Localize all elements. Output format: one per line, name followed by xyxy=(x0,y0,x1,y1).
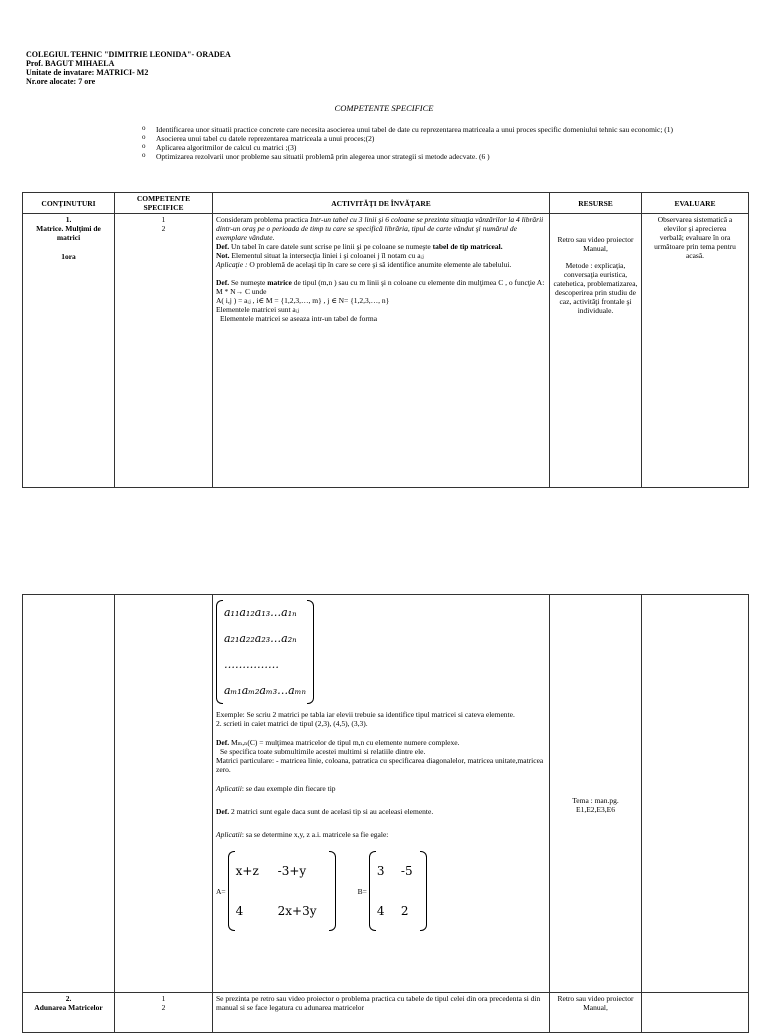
plan-table-page2 xyxy=(22,594,749,1033)
competence-number: 1 xyxy=(161,994,166,1003)
resources-text: Retro sau video proiector Manual, xyxy=(557,235,634,253)
competence-number: 2 xyxy=(161,224,166,233)
activity-examples: Exemple: Se scriu 2 matrici pe tabla iar elevii trebuie sa identifice tipul matricei si cateva elemente. xyxy=(216,710,515,719)
resources-cell: Retro sau video proiector Manual, xyxy=(550,993,642,1033)
teacher-name: Prof. BAGUT MIHAELA xyxy=(26,59,115,68)
evaluation-cell-empty xyxy=(642,595,749,993)
plan-table-page1 xyxy=(22,192,749,488)
content-cell xyxy=(23,214,115,488)
matrix-a: x+z -3+y 4 2x+3y xyxy=(228,851,336,931)
activities-cell: Se prezinta pe retro sau video proiector o problema practica cu tabele de tipul celei din ora precedenta si din manual si se face legatura cu adunarea matricelor xyxy=(213,993,550,1033)
section-title: COMPETENTE SPECIFICE xyxy=(334,103,434,113)
matrix-row: aₘ₁aₘ₂aₘ₃…aₘₙ xyxy=(224,684,306,697)
competences-cell-empty xyxy=(115,595,213,993)
content-number: 2. xyxy=(65,994,72,1003)
equal-matrices xyxy=(216,851,546,931)
competence-item: o Identificarea unor situatii practice concrete care necesita asocierea unui tabel de date cu reprezentarea matriceala a unui proces specific domeniului tehnic sau economic; (1) xyxy=(142,125,748,134)
activity-problem: Consideram problema practica Intr-un tabel cu 3 linii şi 6 coloane se prezinta situaţia vânzărilor la 4 librării dintr-un oraş pe o perioada de timp tu care se specifică librăria, tipul de carte vândut şi numărul de exemplare vândute. xyxy=(216,215,544,242)
evaluation-cell xyxy=(642,214,749,488)
activity-application: Aplicaţie : O problemă de acelaşi tip în care se cere şi să identifice anumite elemente ale tabelului. xyxy=(216,260,512,269)
competences-list xyxy=(142,125,748,161)
activity-particular-matrices: Matrici particulare: - matricea linie, coloana, patratica cu specificarea diagonalelor, matricea unitate,matricea zero. xyxy=(216,756,544,774)
learning-unit: Unitate de invatare: MATRICI- M2 xyxy=(26,68,149,77)
homework-text: Tema : man.pg. E1,E2,E3,E6 xyxy=(572,796,619,814)
competence-number: 1 xyxy=(161,215,166,224)
activity-table-form: Elementele matricei se aseaza intr-un tabel de forma xyxy=(220,314,378,323)
activity-function: A( i,j ) = aᵢⱼ , i∈ M = {1,2,3,…, m} , j ∈ N= {1,2,3,…, n} xyxy=(216,296,390,305)
activity-equal-application: Aplicatii: sa se determine x,y, z a.i. matricele sa fie egale: xyxy=(216,830,389,839)
evaluation-cell-empty xyxy=(642,993,749,1033)
activity-elements: Elementele matricei sunt aᵢⱼ xyxy=(216,305,299,314)
methods-text: Metode : explicaţia, conversaţia euristica, catehetica, problematizarea, descoperirea prin studiu de caz, activităţi frontale şi individuale. xyxy=(553,261,638,315)
school-name: COLEGIUL TEHNIC "DIMITRIE LEONIDA"- ORADEA xyxy=(26,50,231,59)
content-duration: 1ora xyxy=(61,252,76,261)
competence-number: 2 xyxy=(161,1003,166,1012)
resources-cell xyxy=(550,214,642,488)
competence-item: o Aplicarea algoritmilor de calcul cu matrici ;(3) xyxy=(142,143,748,152)
matrix-row: a₂₁a₂₂a₂₃…a₂ₙ xyxy=(224,632,297,645)
content-title: Adunarea Matricelor xyxy=(34,1003,103,1012)
activity-write-matrices: 2. scrieti in caiet matrici de tipul (2,3), (4,5), (3,3). xyxy=(216,719,368,728)
activities-cell xyxy=(213,214,550,488)
activity-apply-types: Aplicatii: se dau exemple din fiecare tip xyxy=(216,784,336,793)
content-cell-empty xyxy=(23,595,115,993)
activity-subsets: Se specifica toate submultimile acestei multimi si relatiile dintre ele. xyxy=(220,747,426,756)
header-resources: RESURSE xyxy=(550,193,642,214)
header-evaluation: EVALUARE xyxy=(642,193,749,214)
activities-cell xyxy=(213,595,550,993)
activity-matrix-definition: Def. Se numeşte matrice de tipul (m,n ) sau cu m linii şi n coloane cu elemente din mulţimea C , o funcţie A: M * N→ C unde xyxy=(216,278,545,296)
competences-cell xyxy=(115,993,213,1033)
competences-cell xyxy=(115,214,213,488)
content-number: 1. xyxy=(65,215,72,224)
activity-definition: Def. Un tabel în care datele sunt scrise pe linii şi pe coloane se numeşte tabel de tip matriceal. xyxy=(216,242,503,251)
matrix-row: a₁₁a₁₂a₁₃…a₁ₙ xyxy=(224,606,297,619)
content-cell xyxy=(23,993,115,1033)
matrix-a-label: A= xyxy=(216,886,226,896)
header-competences: COMPETENTE SPECIFICE xyxy=(115,193,213,214)
matrix-b: 3 -5 4 2 xyxy=(369,851,427,931)
resources-cell xyxy=(550,595,642,993)
evaluation-text: Observarea sistematică a elevilor şi aprecierea verbală; evaluare în ora următoare prin tema pentru acasă. xyxy=(654,215,736,260)
allocated-hours: Nr.ore alocate: 7 ore xyxy=(26,77,96,86)
activity-equal-definition: Def. 2 matrici sunt egale daca sunt de acelasi tip si au aceleasi elemente. xyxy=(216,807,434,816)
activity-set-definition: Def. Mₘ,ₙ(C) = mulţimea matricelor de tipul m,n cu elemente numere complexe. xyxy=(216,738,460,747)
matrix-b-label: B= xyxy=(357,886,367,896)
activity-notation: Not. Elementul situat la intersecţia liniei i şi coloanei j îl notam cu aᵢⱼ xyxy=(216,251,424,260)
competence-item: o Asocierea unui tabel cu datele reprezentarea matriceala a unui proces;(2) xyxy=(142,134,748,143)
header-activities: ACTIVITĂŢI DE ÎNVĂŢARE xyxy=(213,193,550,214)
general-matrix xyxy=(216,600,314,704)
competence-item: o Optimizarea rezolvarii unor probleme sau situatii problemă prin alegerea unor strategii si metode adecvate. (6 ) xyxy=(142,152,748,161)
matrix-row: …………… xyxy=(224,658,279,671)
document-header xyxy=(26,50,231,86)
header-contents: CONŢINUTURI xyxy=(23,193,115,214)
content-title: Matrice. Mulţimi de matrici xyxy=(36,224,101,242)
